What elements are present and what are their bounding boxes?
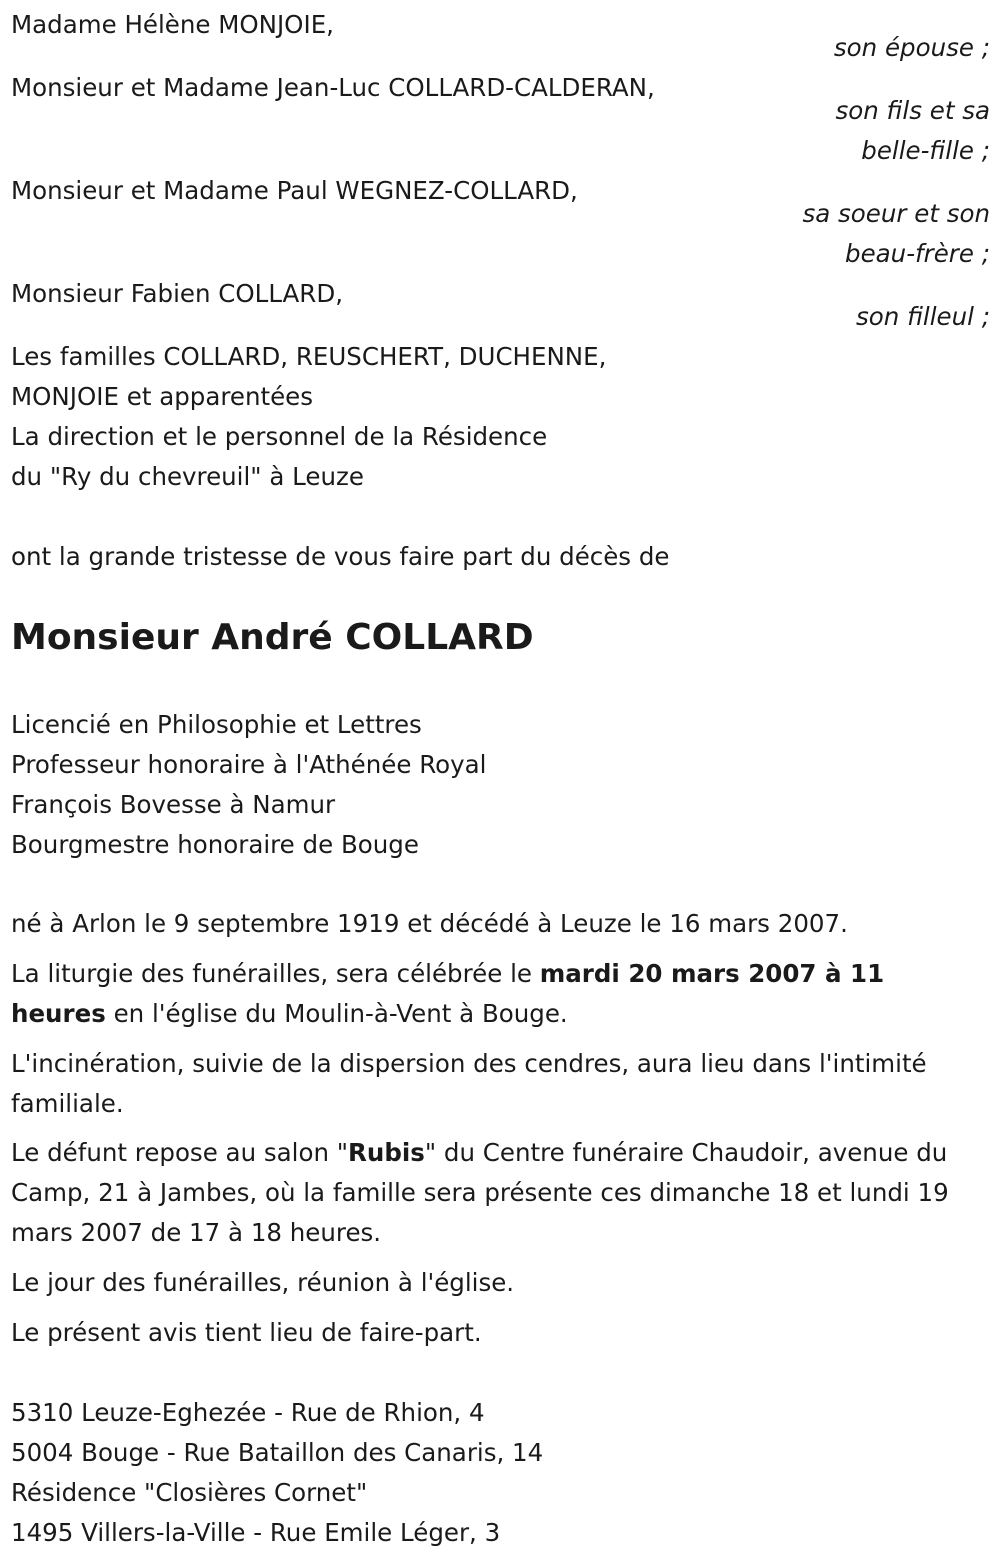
repose-text-pre: Le défunt repose au salon " (11, 1138, 349, 1167)
family-name: Monsieur et Madame Paul WEGNEZ-COLLARD, (11, 176, 578, 205)
family-relation: son filleul ; (856, 302, 990, 331)
notice-line: Le présent avis tient lieu de faire-part. (11, 1318, 482, 1347)
birth-death: né à Arlon le 9 septembre 1919 et décédé à Leuze le 16 mars 2007. (11, 909, 848, 938)
family-name: Madame Hélène MONJOIE, (11, 10, 334, 39)
incineration-paragraph: L'incinération, suivie de la dispersion des cendres, aura lieu dans l'intimité familiale. (11, 1049, 927, 1118)
family-name: Monsieur et Madame Jean-Luc COLLARD-CALDERAN, (11, 73, 655, 102)
address-line: Résidence "Closières Cornet" (11, 1478, 368, 1507)
announcement: ont la grande tristesse de vous faire part du décès de (11, 542, 670, 571)
title-line: Licencié en Philosophie et Lettres (11, 710, 422, 739)
title-line: François Bovesse à Namur (11, 790, 336, 819)
reunion-line: Le jour des funérailles, réunion à l'église. (11, 1268, 515, 1297)
family-relation: son épouse ; (833, 33, 990, 62)
family-other-line: MONJOIE et apparentées (11, 382, 314, 411)
repose-paragraph (11, 1133, 986, 1253)
family-name: Monsieur Fabien COLLARD, (11, 279, 343, 308)
address-line: 1495 Villers-la-Ville - Rue Emile Léger, 3 (11, 1518, 501, 1547)
family-other-line: La direction et le personnel de la Résidence (11, 422, 548, 451)
title-line: Professeur honoraire à l'Athénée Royal (11, 750, 487, 779)
repose-text-post: " du Centre funéraire Chaudoir, avenue du Camp, 21 à Jambes, où la famille sera présente ces dimanche 18 et lundi 19 mars 2007 de 17 à 18 heures. (11, 1138, 949, 1247)
address-line: 5310 Leuze-Eghezée - Rue de Rhion, 4 (11, 1398, 485, 1427)
deceased-name: Monsieur André COLLARD (11, 617, 534, 658)
liturgy-paragraph (11, 954, 986, 1034)
liturgy-text-post: en l'église du Moulin-à-Vent à Bouge. (105, 999, 568, 1028)
family-other-line: Les familles COLLARD, REUSCHERT, DUCHENNE, (11, 342, 607, 371)
liturgy-text-pre: La liturgie des funérailles, sera célébrée le (11, 959, 540, 988)
salon-name: Rubis (348, 1138, 425, 1167)
title-line: Bourgmestre honoraire de Bouge (11, 830, 419, 859)
family-relation: son fils et sa belle-fille ; (835, 96, 990, 165)
family-relation: sa soeur et son beau-frère ; (802, 199, 990, 268)
family-other-line: du "Ry du chevreuil" à Leuze (11, 462, 364, 491)
liturgy-date: mardi 20 mars 2007 à 11 heures (11, 959, 885, 1028)
address-line: 5004 Bouge - Rue Bataillon des Canaris, 14 (11, 1438, 544, 1467)
